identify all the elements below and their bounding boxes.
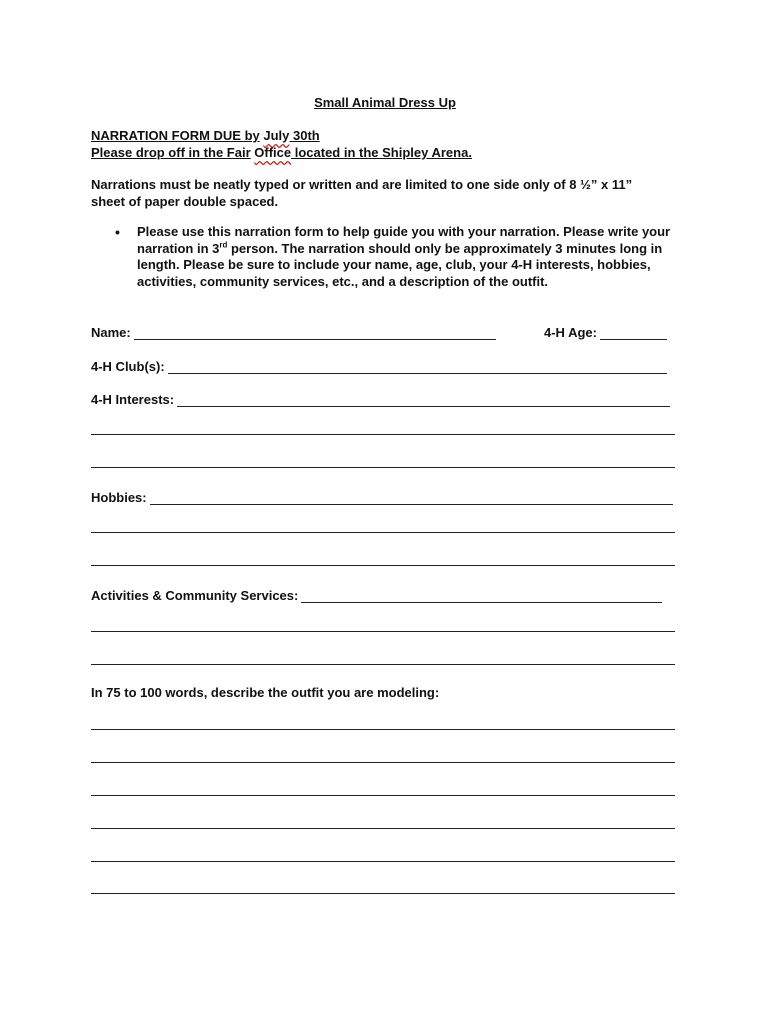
outfit-rule-1[interactable]	[91, 729, 675, 730]
intro-line-2: sheet of paper double spaced.	[91, 194, 279, 209]
activities-label: Activities & Community Services:	[91, 588, 299, 603]
activities-field[interactable]	[91, 586, 662, 603]
outfit-rule-3[interactable]	[91, 795, 675, 796]
bullet-text-1: Please use this narration form to help guide you with your narration. Please write your narration in 3	[137, 224, 671, 256]
dropoff-line	[91, 144, 472, 161]
due-date-line	[91, 127, 320, 144]
outfit-rule-4[interactable]	[91, 828, 675, 829]
interests-field[interactable]	[91, 390, 670, 407]
outfit-prompt: In 75 to 100 words, describe the outfit you are modeling:	[91, 685, 440, 700]
age-line[interactable]	[600, 327, 667, 340]
hobbies-rule-1[interactable]	[91, 532, 675, 533]
form-title: Small Animal Dress Up	[314, 95, 456, 110]
age-field[interactable]	[544, 323, 667, 340]
due-month: July	[263, 128, 290, 143]
hobbies-line[interactable]	[150, 492, 673, 505]
dropoff-office: Office	[254, 145, 292, 160]
clubs-field[interactable]	[91, 357, 667, 374]
instruction-bullet	[137, 224, 697, 290]
hobbies-label: Hobbies:	[91, 490, 147, 505]
dropoff-suffix: located in the Shipley Arena.	[291, 145, 472, 160]
activities-rule-1[interactable]	[91, 631, 675, 632]
bullet-text-2: person. The narration should only be approximately 3 minutes long in length. Please be sure to include your name, age, club, your 4-H interests, hobbies, activities, community services, etc., and a description of the outfit.	[137, 240, 663, 289]
age-label: 4-H Age:	[544, 325, 597, 340]
name-label: Name:	[91, 325, 131, 340]
due-day: 30th	[289, 128, 320, 143]
activities-line[interactable]	[301, 590, 662, 603]
intro-line-1: Narrations must be neatly typed or written and are limited to one side only of 8 ½” x 11”	[91, 177, 633, 192]
clubs-label: 4-H Club(s):	[91, 359, 165, 374]
outfit-rule-6[interactable]	[91, 893, 675, 894]
name-field[interactable]	[91, 323, 496, 340]
bullet-icon: •	[115, 224, 120, 240]
dropoff-prefix: Please drop off in the Fair	[91, 145, 251, 160]
interests-label: 4-H Interests:	[91, 392, 175, 407]
hobbies-rule-2[interactable]	[91, 565, 675, 566]
due-prefix: NARRATION FORM DUE by	[91, 128, 260, 143]
outfit-rule-5[interactable]	[91, 861, 675, 862]
interests-line[interactable]	[177, 394, 670, 407]
outfit-rule-2[interactable]	[91, 762, 675, 763]
activities-rule-2[interactable]	[91, 664, 675, 665]
interests-rule-2[interactable]	[91, 467, 675, 468]
clubs-line[interactable]	[168, 361, 667, 374]
interests-rule-1[interactable]	[91, 434, 675, 435]
hobbies-field[interactable]	[91, 488, 673, 505]
name-line[interactable]	[134, 327, 496, 340]
bullet-superscript: rd	[219, 240, 228, 250]
